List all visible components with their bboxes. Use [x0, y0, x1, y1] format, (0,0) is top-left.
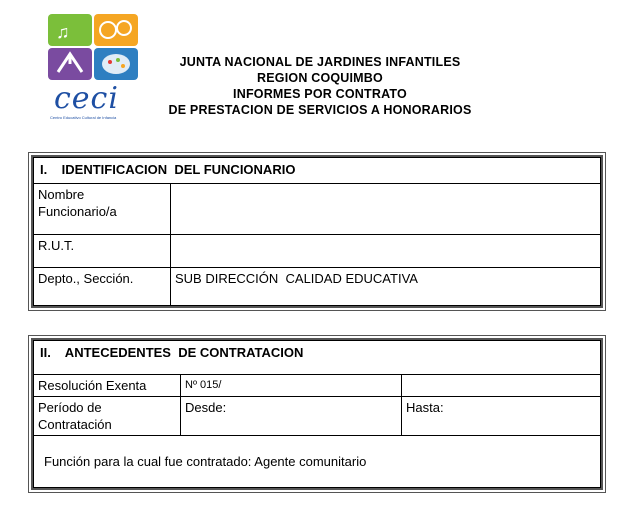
rut-label: R.U.T. — [34, 235, 171, 268]
heading-line-1: JUNTA NACIONAL DE JARDINES INFANTILES — [179, 55, 461, 69]
section-identificacion — [31, 155, 603, 308]
periodo-label: Período de Contratación — [34, 397, 181, 436]
ceci-logo — [48, 14, 144, 122]
section-1-title: I. IDENTIFICACION DEL FUNCIONARIO — [34, 158, 601, 184]
section-2-title: II. ANTECEDENTES DE CONTRATACION — [34, 341, 601, 375]
logo-caption: Centro Educativo Cultural de Infancia — [50, 115, 117, 120]
logo-icons — [48, 14, 140, 82]
heading-line-4: DE PRESTACION DE SERVICIOS A HONORARIOS — [168, 103, 472, 117]
depto-label: Depto., Sección. — [34, 268, 171, 306]
heading-line-3: INFORMES POR CONTRATO — [233, 87, 407, 101]
resolucion-extra-field[interactable] — [402, 375, 601, 397]
svg-text:♫: ♫ — [56, 22, 70, 42]
nombre-field[interactable] — [171, 184, 601, 235]
rut-field[interactable] — [171, 235, 601, 268]
logo-wordmark: ceci — [54, 81, 119, 116]
resolucion-label: Resolución Exenta — [34, 375, 181, 397]
section-antecedentes — [31, 338, 603, 490]
desde-field[interactable]: Desde: — [181, 397, 402, 436]
funcion-field[interactable]: Función para la cual fue contratado: Agente comunitario — [34, 436, 601, 488]
nombre-label: Nombre Funcionario/a — [34, 184, 171, 235]
document-heading — [140, 54, 500, 118]
hasta-field[interactable]: Hasta: — [402, 397, 601, 436]
depto-field[interactable]: SUB DIRECCIÓN CALIDAD EDUCATIVA — [171, 268, 601, 306]
heading-line-2: REGION COQUIMBO — [257, 71, 383, 85]
resolucion-field[interactable]: Nº 015/ — [181, 375, 402, 397]
